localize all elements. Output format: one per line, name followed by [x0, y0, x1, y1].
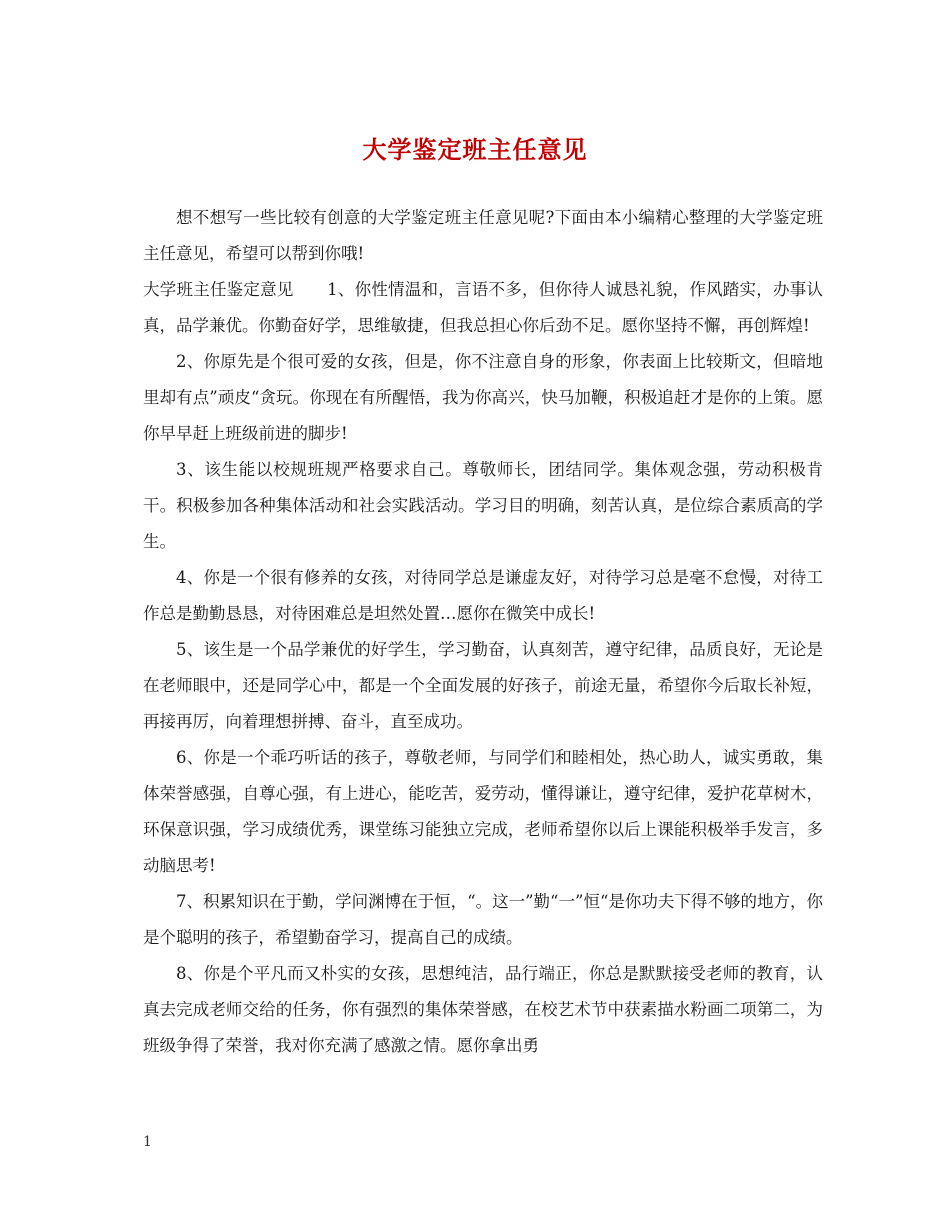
paragraph-intro: 想不想写一些比较有创意的大学鉴定班主任意见呢?下面由本小编精心整理的大学鉴定班主任意见，希望可以帮到你哦!: [143, 208, 823, 263]
paragraph-7: 7、积累知识在于勤，学问渊博在于恒，“。这一”勤“一”恒“是你功夫下得不够的地方，你是个聪明的孩子，希望勤奋学习，提高自己的成绩。: [143, 892, 823, 947]
document-body: [143, 200, 823, 1064]
paragraph-6: 6、你是一个乖巧听话的孩子，尊敬老师，与同学们和睦相处，热心助人，诚实勇敢，集体荣誉感强，自尊心强，有上进心，能吃苦，爱劳动，懂得谦让，遵守纪律，爱护花草树木，环保意识强，学习成绩优秀，课堂练习能独立完成，老师希望你以后上课能积极举手发言，多动脑思考!: [143, 748, 823, 875]
paragraph-4: 4、你是一个很有修养的女孩，对待同学总是谦虚友好，对待学习总是毫不怠慢，对待工作总是勤勤恳恳，对待困难总是坦然处置…愿你在微笑中成长!: [143, 568, 823, 623]
paragraph-3: 3、该生能以校规班规严格要求自己。尊敬师长，团结同学。集体观念强，劳动积极肯干。积极参加各种集体活动和社会实践活动。学习目的明确，刻苦认真，是位综合素质高的学生。: [143, 460, 823, 551]
paragraph-2: 2、你原先是个很可爱的女孩，但是，你不注意自身的形象，你表面上比较斯文，但暗地里却有点”顽皮“贪玩。你现在有所醒悟，我为你高兴，快马加鞭，积极追赶才是你的上策。愿你早早赶上班级前进的脚步!: [143, 352, 823, 443]
paragraph-8: 8、你是个平凡而又朴实的女孩，思想纯洁，品行端正，你总是默默接受老师的教育，认真去完成老师交给的任务，你有强烈的集体荣誉感，在校艺术节中获素描水粉画二项第二，为班级争得了荣誉，我对你充满了感激之情。愿你拿出勇: [143, 964, 823, 1055]
paragraph-1: 大学班主任鉴定意见 1、你性情温和，言语不多，但你待人诚恳礼貌，作风踏实，办事认真，品学兼优。你勤奋好学，思维敏捷，但我总担心你后劲不足。愿你坚持不懈，再创辉煌!: [143, 280, 823, 335]
document-title: 大学鉴定班主任意见: [362, 135, 588, 164]
paragraph-5: 5、该生是一个品学兼优的好学生，学习勤奋，认真刻苦，遵守纪律，品质良好，无论是在老师眼中，还是同学心中，都是一个全面发展的好孩子，前途无量，希望你今后取长补短，再接再厉，向着理想拼搏、奋斗，直至成功。: [143, 640, 823, 731]
page-number: 1: [143, 1134, 152, 1150]
